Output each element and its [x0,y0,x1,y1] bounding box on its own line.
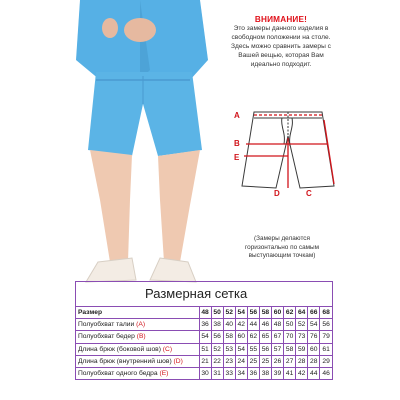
table-cell: 27 [284,355,296,367]
table-cell: 58 [223,331,235,343]
size-header-cell: 62 [284,307,296,319]
table-cell: 57 [271,343,283,355]
table-cell: 62 [247,331,259,343]
row-label: Полуобхват бедер (В) [76,331,199,343]
table-cell: 60 [308,343,320,355]
measurement-note: (Замеры делаются горизонтально по самым выступающим точкам) [244,235,320,260]
size-header-cell: 48 [199,307,211,319]
size-table [75,281,333,380]
size-header-cell: 54 [235,307,247,319]
table-cell: 52 [296,319,308,331]
row-label: Полуобхват одного бедра (Е) [76,367,199,379]
table-cell: 38 [211,319,223,331]
table-cell: 33 [223,367,235,379]
table-cell: 70 [284,331,296,343]
table-cell: 53 [223,343,235,355]
size-header-cell: 68 [320,307,332,319]
table-cell: 54 [308,319,320,331]
shorts-measurement-diagram [230,104,340,199]
table-cell: 28 [296,355,308,367]
table-cell: 38 [259,367,271,379]
table-cell: 67 [271,331,283,343]
size-header-row [76,307,332,319]
table-cell: 59 [296,343,308,355]
size-row-side-seam [76,343,332,355]
product-photo [40,0,240,300]
row-label: Полуобхват талии (А) [76,319,199,331]
size-header-cell: 50 [211,307,223,319]
table-cell: 28 [308,355,320,367]
table-cell: 31 [211,367,223,379]
marker-a: A [234,111,240,120]
row-label: Длина брюк (внутренний шов) (D) [76,355,199,367]
size-grid [76,307,332,379]
table-cell: 42 [235,319,247,331]
table-cell: 42 [296,367,308,379]
table-cell: 36 [199,319,211,331]
table-cell: 29 [320,355,332,367]
size-header-cell: 52 [223,307,235,319]
table-cell: 25 [247,355,259,367]
size-header-label: Размер [76,307,199,319]
table-cell: 25 [259,355,271,367]
table-cell: 23 [223,355,235,367]
table-cell: 65 [259,331,271,343]
size-row-waist [76,319,332,331]
size-header-cell: 64 [296,307,308,319]
table-cell: 30 [199,367,211,379]
notice-text: Это замеры данного изделия в свободном положении на столе. Здесь можно сравнить замеры с Вашей вещью, которая Вам идеально подходит. [231,24,331,68]
marker-d: D [274,189,280,198]
table-cell: 48 [271,319,283,331]
table-cell: 58 [284,343,296,355]
size-row-thigh [76,367,332,379]
table-cell: 21 [199,355,211,367]
size-header-cell: 60 [271,307,283,319]
size-row-inseam [76,355,332,367]
table-cell: 44 [308,367,320,379]
marker-c: C [306,189,312,198]
table-cell: 54 [199,331,211,343]
table-cell: 56 [259,343,271,355]
size-header-cell: 66 [308,307,320,319]
table-cell: 34 [235,367,247,379]
notice-heading: ВНИМАНИЕ! [254,15,308,24]
table-cell: 22 [211,355,223,367]
table-cell: 61 [320,343,332,355]
size-header-cell: 58 [259,307,271,319]
table-cell: 50 [284,319,296,331]
size-table-title: Размерная сетка [76,282,332,307]
table-cell: 76 [308,331,320,343]
table-cell: 73 [296,331,308,343]
table-cell: 39 [271,367,283,379]
table-cell: 54 [235,343,247,355]
row-label: Длина брюк (боковой шов) (С) [76,343,199,355]
table-cell: 24 [235,355,247,367]
size-header-cell: 56 [247,307,259,319]
table-cell: 51 [199,343,211,355]
table-cell: 56 [211,331,223,343]
table-cell: 46 [259,319,271,331]
table-cell: 40 [223,319,235,331]
table-cell: 55 [247,343,259,355]
marker-b: B [234,139,240,148]
table-cell: 36 [247,367,259,379]
table-cell: 79 [320,331,332,343]
table-cell: 46 [320,367,332,379]
size-row-hips [76,331,332,343]
table-cell: 56 [320,319,332,331]
table-cell: 26 [271,355,283,367]
table-cell: 52 [211,343,223,355]
marker-e: E [234,153,240,162]
measurement-notice [228,16,334,69]
table-cell: 41 [284,367,296,379]
table-cell: 60 [235,331,247,343]
table-cell: 44 [247,319,259,331]
